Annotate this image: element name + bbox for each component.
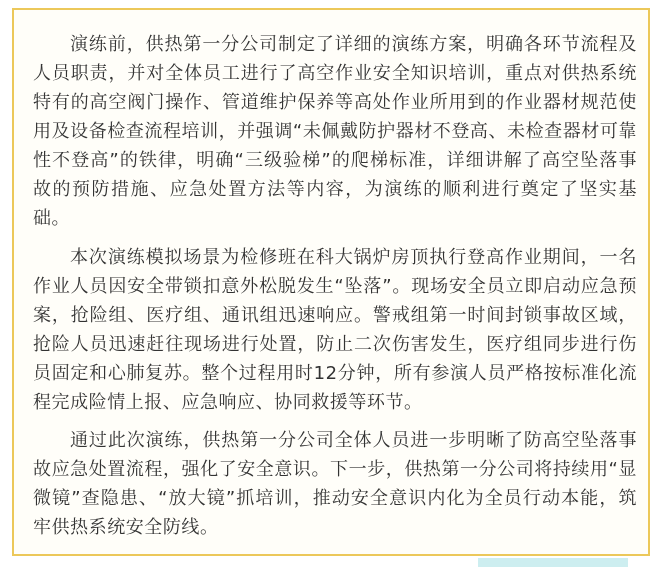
decorative-accent-bar <box>478 558 628 567</box>
paragraph-2: 本次演练模拟场景为检修班在科大锅炉房顶执行登高作业期间，一名作业人员因安全带锁扣意外松脱发生“坠落”。现场安全员立即启动应急预案，抢险组、医疗组、通讯组迅速响应。警戒组第一时间封锁事故区域，抢险人员迅速赶往现场进行处置，防止二次伤害发生，医疗组同步进行伤员固定和心肺复苏。整个过程用时12分钟，所有参演人员严格按标准化流程完成险情上报、应急响应、协同救援等环节。 <box>33 246 637 413</box>
paragraph-1: 演练前，供热第一分公司制定了详细的演练方案，明确各环节流程及人员职责，并对全体员工进行了高空作业安全知识培训，重点对供热系统特有的高空阀门操作、管道维护保养等高处作业所用到的作业器材规范使用及设备检查流程培训，并强调“未佩戴防护器材不登高、未检查器材可靠性不登高”的铁律，明确“三级验梯”的爬梯标准，详细讲解了高空坠落事故的预防措施、应急处置方法等内容，为演练的顺利进行奠定了坚实基础。 <box>33 34 637 229</box>
paragraph-3: 通过此次演练，供热第一分公司全体人员进一步明晰了防高空坠落事故应急处置流程，强化了安全意识。下一步，供热第一分公司将持续用“显微镜”查隐患、“放大镜”抓培训，推动安全意识内化为全员行动本能，筑牢供热系统安全防线。 <box>33 430 637 538</box>
article-body <box>33 30 637 552</box>
